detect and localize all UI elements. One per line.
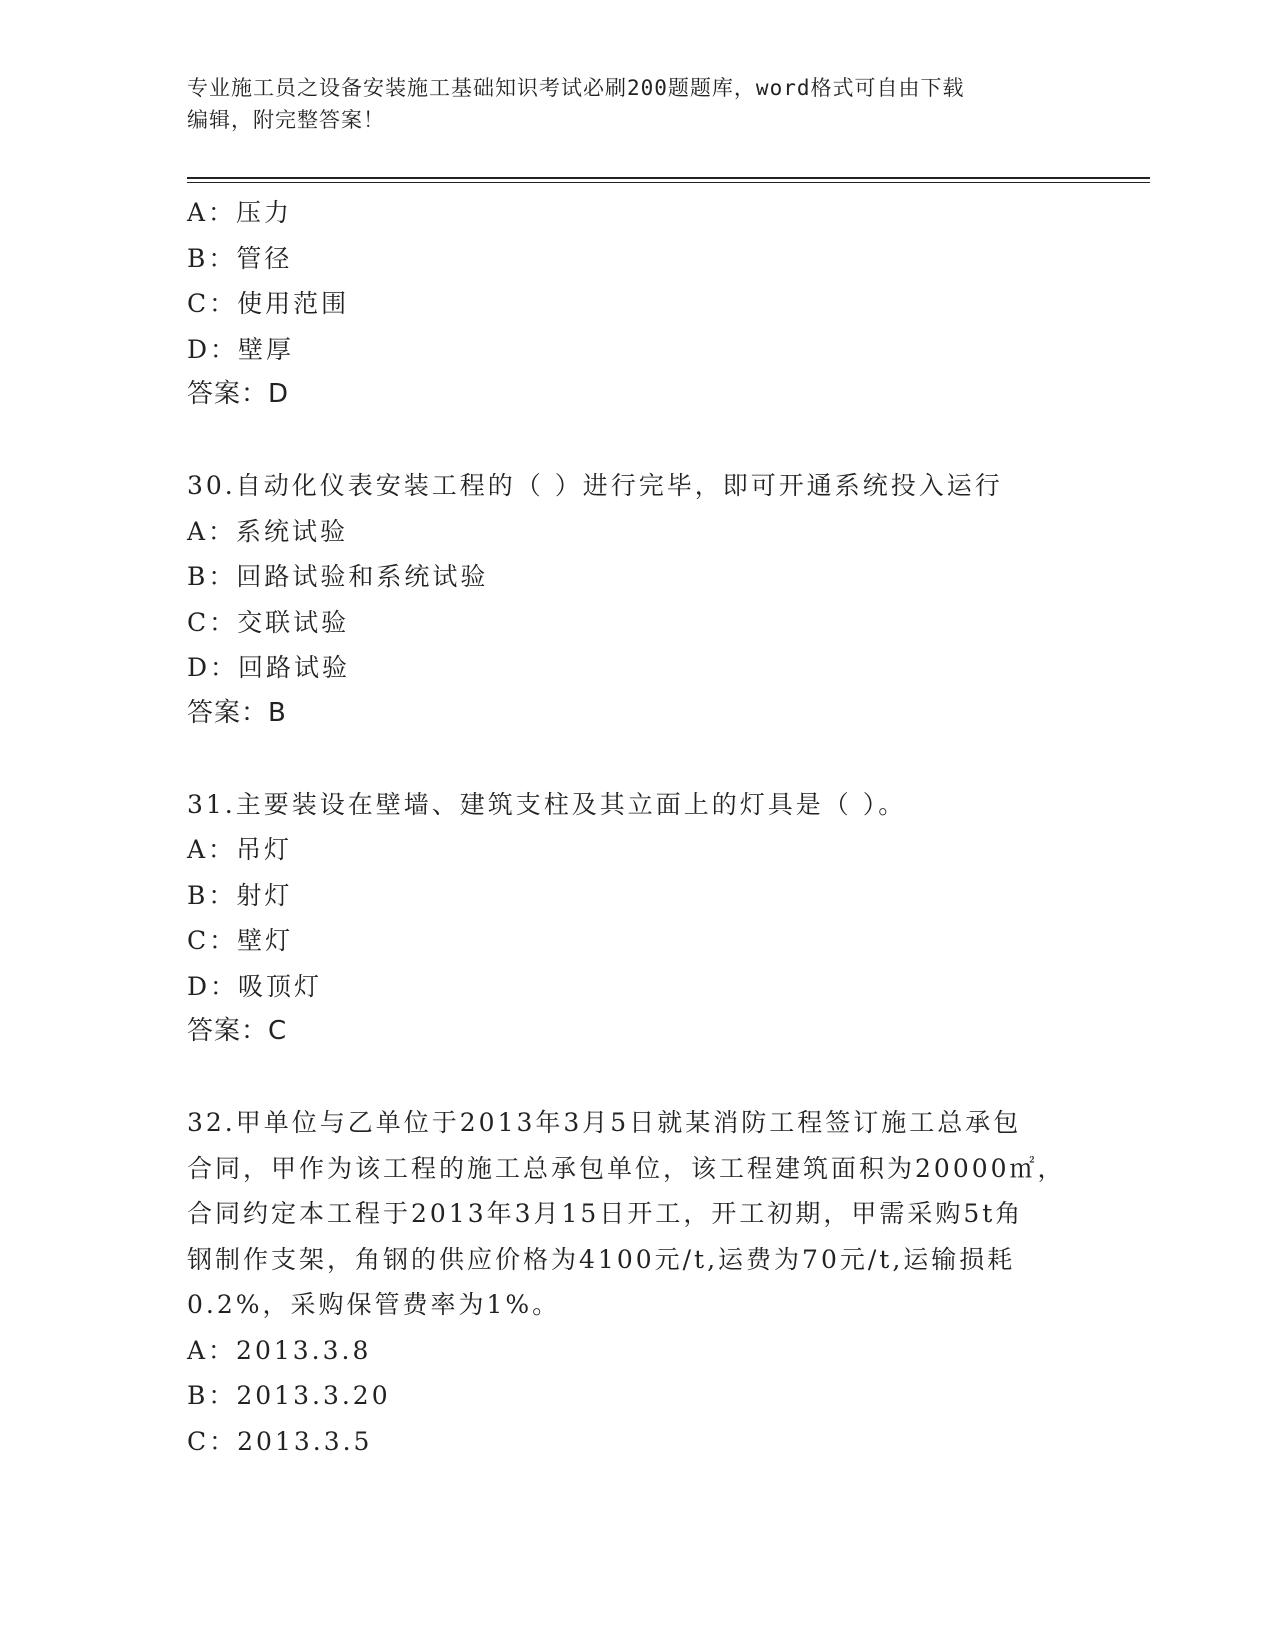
option-c: C：交联试验 bbox=[187, 607, 350, 637]
document-header bbox=[187, 72, 1087, 136]
question-stem-line-4: 钢制作支架，角钢的供应价格为4100元/t,运费为70元/t,运输损耗 bbox=[187, 1244, 1016, 1274]
header-title-line-2: 编辑，附完整答案！ bbox=[187, 108, 385, 132]
option-c: C：壁灯 bbox=[187, 926, 294, 955]
option-b: B：2013.3.20 bbox=[187, 1381, 391, 1410]
question-stem-line-2: 合同，甲作为该工程的施工总承包单位，该工程建筑面积为20000㎡， bbox=[187, 1153, 1066, 1183]
question-32 bbox=[187, 1100, 1067, 1464]
header-title-line-1: 专业施工员之设备安装施工基础知识考试必刷200题题库，word格式可自由下载 bbox=[187, 76, 965, 100]
option-b: B：管径 bbox=[187, 243, 293, 273]
option-a: A：2013.3.8 bbox=[187, 1335, 372, 1365]
question-29 bbox=[187, 190, 1067, 418]
spacer bbox=[187, 1055, 1067, 1101]
option-d: D：壁厚 bbox=[187, 334, 295, 364]
question-stem: 31.主要装设在壁墙、建筑支柱及其立面上的灯具是（ ）。 bbox=[187, 789, 907, 819]
option-c: C：2013.3.5 bbox=[187, 1426, 373, 1456]
question-30 bbox=[187, 463, 1067, 736]
option-a: A：压力 bbox=[187, 198, 293, 227]
option-b: B：射灯 bbox=[187, 880, 293, 910]
option-d: D：回路试验 bbox=[187, 653, 351, 682]
header-divider-thin bbox=[187, 182, 1150, 183]
question-31 bbox=[187, 782, 1067, 1055]
question-list bbox=[187, 190, 1067, 1464]
question-stem: 30.自动化仪表安装工程的（ ）进行完毕，即可开通系统投入运行 bbox=[187, 471, 1003, 500]
answer-line: 答案：C bbox=[187, 1016, 288, 1046]
spacer bbox=[187, 418, 1067, 464]
option-b: B：回路试验和系统试验 bbox=[187, 562, 489, 591]
answer-line: 答案：D bbox=[187, 379, 290, 409]
option-d: D：吸顶灯 bbox=[187, 971, 323, 1001]
option-a: A：系统试验 bbox=[187, 516, 349, 546]
header-divider-thick bbox=[187, 177, 1150, 179]
option-a: A：吊灯 bbox=[187, 835, 293, 864]
question-stem-line-3: 合同约定本工程于2013年3月15日开工，开工初期，甲需采购5t角 bbox=[187, 1199, 1024, 1228]
option-c: C：使用范围 bbox=[187, 289, 350, 318]
question-stem-line-5: 0.2%，采购保管费率为1%。 bbox=[187, 1290, 561, 1319]
spacer bbox=[187, 736, 1067, 782]
question-stem-line-1: 32.甲单位与乙单位于2013年3月5日就某消防工程签订施工总承包 bbox=[187, 1108, 1022, 1137]
answer-line: 答案：B bbox=[187, 697, 287, 728]
